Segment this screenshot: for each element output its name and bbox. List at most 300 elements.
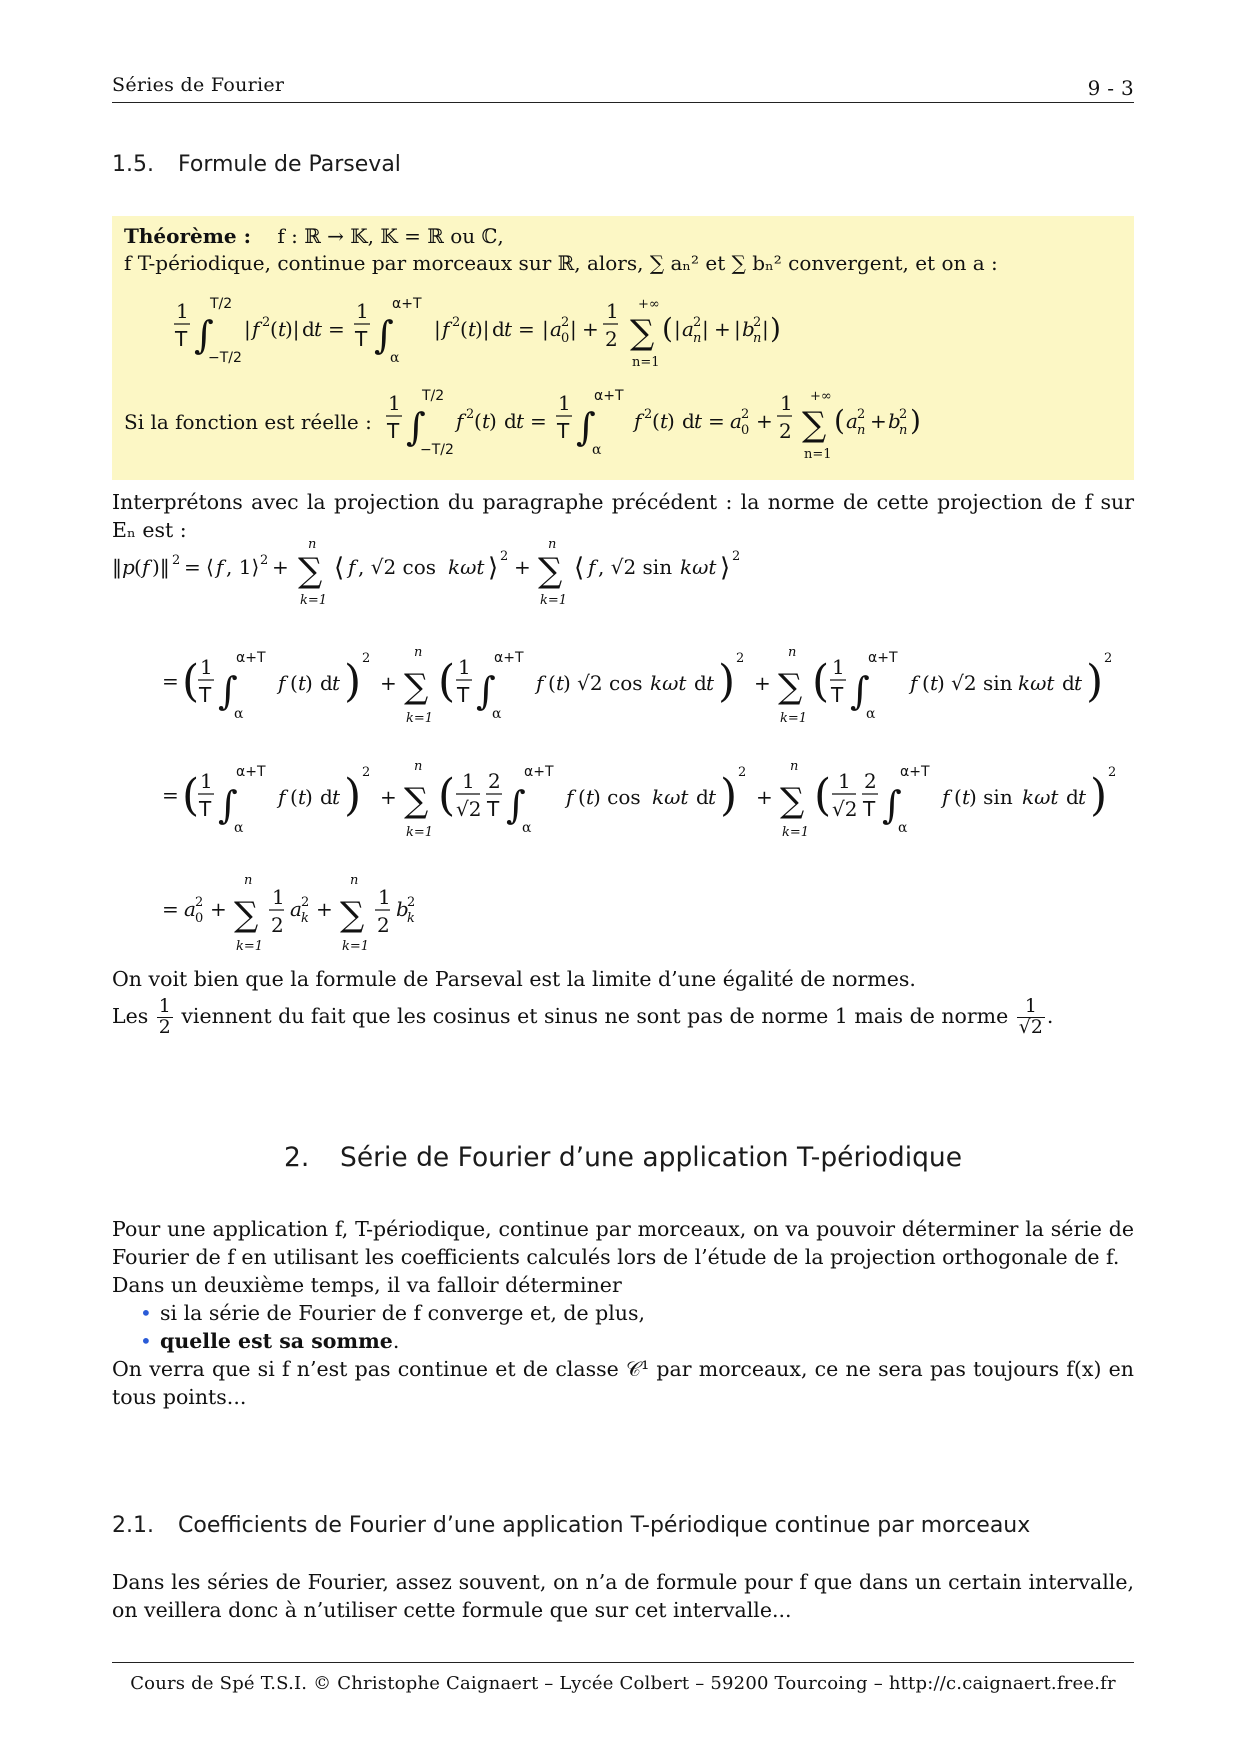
norm-expansion-formula-1 (162, 642, 1132, 732)
svg-text:=: = (184, 555, 201, 579)
svg-text:∫: ∫ (576, 405, 596, 449)
svg-text:2: 2 (466, 407, 475, 422)
svg-text:2: 2 (377, 913, 390, 937)
svg-text:+: + (756, 409, 773, 433)
svg-text:∫: ∫ (194, 313, 214, 357)
svg-text:) cos: ) cos (593, 785, 641, 809)
section-number: 2.1. (112, 1513, 154, 1538)
svg-text:∑: ∑ (340, 895, 365, 935)
svg-text:2: 2 (561, 315, 570, 330)
svg-text:(: ( (460, 317, 468, 341)
svg-text:) √2 sin: ) √2 sin (937, 671, 1013, 695)
svg-text:α: α (898, 820, 908, 836)
svg-text:+: + (210, 897, 227, 921)
svg-text:T: T (863, 797, 876, 821)
svg-text:+∞: +∞ (638, 297, 660, 312)
svg-text:t: t (298, 785, 307, 809)
svg-text:f: f (536, 671, 544, 695)
svg-text:)|: )| (285, 317, 300, 341)
svg-text:2: 2 (407, 895, 416, 910)
svg-text:k=1: k=1 (406, 825, 434, 840)
svg-text:1: 1 (378, 885, 391, 909)
svg-text:α+T: α+T (524, 764, 554, 780)
svg-text:∫: ∫ (218, 783, 238, 827)
section-title: Formule de Parseval (178, 152, 401, 177)
svg-text:b: b (742, 317, 755, 341)
svg-text:d: d (696, 785, 709, 809)
svg-text:t: t (586, 785, 595, 809)
theorem-label: Théorème : (124, 224, 251, 248)
svg-text:2: 2 (693, 315, 702, 330)
svg-text:f: f (442, 317, 450, 341)
svg-text:1: 1 (272, 885, 285, 909)
section-2-1-body: Dans les séries de Fourier, assez souvent, on n’a de formule pour f que dans un certain intervalle, on veillera donc à n’utiliser cette formule que sur cet intervalle... (112, 1570, 1134, 1622)
svg-text:t: t (1074, 671, 1083, 695)
svg-text:(: ( (652, 409, 660, 433)
svg-text:(: ( (474, 409, 482, 433)
svg-text:(: ( (182, 770, 200, 821)
svg-text:1: 1 (838, 769, 851, 793)
svg-text:): ) (910, 404, 921, 437)
svg-text:t: t (660, 409, 669, 433)
section-title: Série de Fourier d’une application T-périodique (340, 1142, 963, 1173)
svg-text:k=1: k=1 (342, 939, 370, 954)
svg-text:2: 2 (260, 553, 269, 568)
parseval-real-formula (384, 380, 944, 464)
svg-text:2: 2 (301, 895, 310, 910)
svg-text:T: T (175, 327, 188, 351)
svg-text:α+T: α+T (236, 764, 266, 780)
svg-text:, 1⟩: , 1⟩ (226, 555, 260, 579)
svg-text:n: n (693, 331, 702, 346)
svg-text:k: k (301, 911, 309, 926)
fraction-one-half (157, 997, 173, 1038)
svg-text:T: T (557, 419, 570, 443)
section-number: 1.5. (112, 152, 154, 177)
svg-text:kωt: kωt (652, 785, 689, 809)
svg-text:2: 2 (779, 419, 792, 443)
norm-result-formula (162, 872, 462, 956)
svg-text:t: t (482, 409, 491, 433)
svg-text:a: a (730, 409, 742, 433)
svg-text:(: ( (954, 785, 962, 809)
norm-result-line (162, 872, 462, 956)
bullet-text-end: . (392, 1329, 400, 1353)
svg-text:2: 2 (899, 407, 908, 422)
svg-text:f: f (566, 785, 574, 809)
svg-text:n: n (899, 423, 908, 438)
svg-text:k=1: k=1 (236, 939, 264, 954)
conclusion-text-start: Les (112, 1003, 149, 1028)
svg-text:+: + (582, 317, 599, 341)
bullet-dot-icon: • (140, 1301, 152, 1325)
svg-text:|: | (542, 317, 549, 341)
svg-text:⟨: ⟨ (334, 553, 345, 583)
svg-text:α: α (866, 706, 876, 722)
svg-text:T: T (487, 797, 500, 821)
fraction-numerator: 1 (158, 995, 171, 1017)
svg-text:α+T: α+T (392, 296, 422, 312)
svg-text:2: 2 (488, 769, 501, 793)
svg-text:): ) (1090, 770, 1108, 821)
svg-text:n: n (548, 537, 557, 552)
svg-text:f: f (456, 409, 464, 433)
svg-text:t: t (278, 317, 287, 341)
svg-text:2: 2 (271, 913, 284, 937)
svg-text:f: f (942, 785, 950, 809)
projection-norm-formula (112, 534, 752, 614)
svg-text:T/2: T/2 (210, 296, 233, 312)
svg-text:n: n (244, 873, 253, 888)
svg-text:+∞: +∞ (810, 389, 832, 404)
svg-text:2: 2 (738, 765, 747, 780)
svg-text:t: t (694, 409, 703, 433)
svg-text:): ) (344, 656, 362, 707)
svg-text:1: 1 (200, 769, 213, 793)
conclusion-line-2 (112, 997, 1134, 1038)
svg-text:|: | (674, 317, 681, 341)
norm-expansion-line-2 (162, 756, 1132, 846)
svg-text:t: t (468, 317, 477, 341)
svg-text:f: f (252, 317, 260, 341)
theorem-line-2: f T-périodique, continue par morceaux sur ℝ, alors, ∑ aₙ² et ∑ bₙ² convergent, et on a : (124, 251, 998, 275)
svg-text:kωt: kωt (1022, 785, 1059, 809)
svg-text:0: 0 (741, 423, 750, 438)
svg-text:+: + (514, 555, 531, 579)
svg-text:d: d (504, 409, 517, 433)
svg-text:kωt: kωt (680, 555, 717, 579)
svg-text:n: n (788, 645, 797, 660)
svg-text:α+T: α+T (900, 764, 930, 780)
svg-text:−T/2: −T/2 (208, 350, 242, 366)
svg-text:t: t (708, 785, 717, 809)
bullet-text-bold: quelle est sa somme (160, 1329, 393, 1353)
svg-text:1: 1 (200, 655, 213, 679)
conclusion-line-1: On voit bien que la formule de Parseval est la limite d’une égalité de normes. (112, 967, 916, 991)
svg-text:T/2: T/2 (422, 388, 445, 404)
frac-num: 1 (176, 299, 189, 323)
svg-text:‖: ‖ (112, 555, 122, 579)
svg-text:2: 2 (605, 327, 618, 351)
svg-text:): ) (720, 770, 738, 821)
svg-text:T: T (355, 327, 368, 351)
svg-text:d: d (492, 317, 505, 341)
svg-text:T: T (199, 797, 212, 821)
svg-text:α: α (592, 442, 602, 458)
conclusion-paragraph (112, 965, 1134, 1038)
svg-text:n: n (857, 423, 866, 438)
list-item (140, 1327, 1134, 1355)
svg-text:T: T (457, 683, 470, 707)
svg-text:): ) (344, 770, 362, 821)
svg-text:): ) (305, 785, 313, 809)
svg-text:α: α (522, 820, 532, 836)
svg-text:1: 1 (832, 655, 845, 679)
svg-text:∑: ∑ (780, 781, 805, 821)
svg-text:t: t (706, 671, 715, 695)
page-header (112, 72, 1134, 103)
svg-text:=: = (162, 669, 179, 693)
svg-text:f: f (142, 555, 150, 579)
parseval-equation-complex (172, 288, 932, 372)
svg-text:t: t (332, 785, 341, 809)
svg-text:d: d (320, 785, 333, 809)
svg-text:∑: ∑ (802, 405, 827, 445)
svg-text:k=1: k=1 (406, 711, 434, 726)
svg-text:(: ( (182, 656, 200, 707)
svg-text:+: + (272, 555, 289, 579)
svg-text:∑: ∑ (630, 313, 655, 353)
svg-text:d: d (694, 671, 707, 695)
svg-text:): ) (770, 312, 781, 345)
svg-text:−T/2: −T/2 (420, 442, 454, 458)
svg-text:2: 2 (362, 651, 371, 666)
svg-text:n=1: n=1 (804, 447, 832, 462)
real-case-intro: Si la fonction est réelle : (124, 410, 372, 434)
svg-text:|: | (702, 317, 709, 341)
svg-text:+: + (870, 409, 887, 433)
svg-text:+: + (380, 785, 397, 809)
svg-text:0: 0 (195, 911, 204, 926)
svg-text:a: a (846, 409, 858, 433)
page-number: 9 - 3 (1087, 76, 1134, 100)
svg-text:(: ( (290, 671, 298, 695)
svg-text:∫: ∫ (374, 313, 394, 357)
svg-text:a: a (290, 897, 302, 921)
svg-text:(: ( (548, 671, 556, 695)
svg-text:) √2 cos: ) √2 cos (563, 671, 643, 695)
svg-text:kωt: kωt (448, 555, 485, 579)
svg-text:t: t (314, 317, 323, 341)
bullet-text: si la série de Fourier de f converge et, de plus, (160, 1301, 646, 1325)
svg-text:n: n (414, 645, 423, 660)
svg-text:f: f (216, 555, 224, 579)
page-footer (112, 1662, 1134, 1694)
header-title: Séries de Fourier (112, 74, 285, 96)
svg-text:∑: ∑ (538, 551, 563, 591)
section-2-body (112, 1215, 1134, 1411)
svg-text:1: 1 (462, 769, 475, 793)
svg-text:+: + (756, 785, 773, 809)
svg-text:k=1: k=1 (300, 593, 328, 608)
svg-text:2: 2 (736, 651, 745, 666)
svg-text:n: n (308, 537, 317, 552)
svg-text:α: α (492, 706, 502, 722)
svg-text:d: d (1062, 671, 1075, 695)
svg-text:(: ( (290, 785, 298, 809)
svg-text:kωt: kωt (650, 671, 687, 695)
svg-text:2: 2 (262, 315, 271, 330)
svg-text:f: f (278, 671, 286, 695)
svg-text:2: 2 (741, 407, 750, 422)
svg-text:b: b (396, 897, 409, 921)
bullet-dot-icon: • (140, 1329, 152, 1353)
svg-text:, √2 cos: , √2 cos (358, 555, 437, 579)
svg-text:1: 1 (458, 655, 471, 679)
svg-text:1: 1 (558, 391, 571, 415)
svg-text:∑: ∑ (778, 667, 803, 707)
svg-text:k=1: k=1 (540, 593, 568, 608)
svg-text:)‖: )‖ (152, 555, 170, 579)
svg-text:=: = (518, 317, 535, 341)
section-heading-2 (284, 1142, 962, 1173)
svg-text:d: d (320, 671, 333, 695)
svg-text:√2: √2 (456, 797, 482, 821)
svg-text:(: ( (438, 770, 456, 821)
svg-text:k=1: k=1 (782, 825, 810, 840)
svg-text:T: T (199, 683, 212, 707)
svg-text:+: + (714, 317, 731, 341)
svg-text:n: n (790, 759, 799, 774)
svg-text:∫: ∫ (218, 669, 238, 713)
svg-text:(: ( (812, 656, 830, 707)
svg-text:t: t (516, 409, 525, 433)
svg-text:|: | (734, 317, 741, 341)
svg-text:a: a (184, 897, 196, 921)
svg-text:1: 1 (356, 299, 369, 323)
svg-text:d: d (682, 409, 695, 433)
norm-expansion-formula-2 (162, 756, 1132, 846)
svg-text:α: α (234, 820, 244, 836)
section-title: Coefficients de Fourier d’une application T-périodique continue par morceaux (178, 1513, 1031, 1538)
svg-text:∫: ∫ (850, 669, 870, 713)
svg-text:α+T: α+T (494, 650, 524, 666)
svg-text:t: t (962, 785, 971, 809)
svg-text:∑: ∑ (298, 551, 323, 591)
section-heading-2-1 (112, 1513, 1030, 1538)
svg-text:2: 2 (500, 549, 509, 564)
svg-text:⟨: ⟨ (574, 553, 585, 583)
svg-text:a: a (682, 317, 694, 341)
svg-text:+: + (316, 897, 333, 921)
section-2-bullet-list (112, 1299, 1134, 1355)
svg-text:2: 2 (1104, 651, 1113, 666)
svg-text:p: p (122, 555, 135, 579)
svg-text:|: | (244, 317, 251, 341)
svg-text:⟩: ⟩ (720, 553, 731, 583)
svg-text:∫: ∫ (882, 783, 902, 827)
svg-text:n: n (414, 759, 423, 774)
svg-text:t: t (1078, 785, 1087, 809)
svg-text:t: t (332, 671, 341, 695)
fraction-denominator: 2 (158, 1015, 171, 1038)
list-item (140, 1299, 1134, 1327)
document-page (112, 0, 1134, 1754)
svg-text:2: 2 (362, 765, 371, 780)
svg-text:=: = (328, 317, 345, 341)
svg-text:α: α (390, 350, 400, 366)
svg-text:α: α (234, 706, 244, 722)
svg-text:n: n (350, 873, 359, 888)
footer-text: Cours de Spé T.S.I. © Christophe Caignaert – Lycée Colbert – 59200 Tourcoing – http://c.caignaert.free.fr (130, 1673, 1116, 1694)
svg-text:T: T (831, 683, 844, 707)
section-2-paragraph-2: Dans un deuxième temps, il va falloir déterminer (112, 1273, 622, 1297)
section-2-paragraph-1: Pour une application f, T-périodique, continue par morceaux, on va pouvoir déterminer la série de Fourier de f en utilisant les coefficients calculés lors de l’étude de la projection orthogonale de f. (112, 1217, 1134, 1269)
svg-text:b: b (888, 409, 901, 433)
svg-text:k: k (407, 911, 415, 926)
fraction-one-over-sqrt2 (1017, 997, 1045, 1038)
projection-norm-equation (112, 534, 752, 614)
svg-text:(: ( (270, 317, 278, 341)
svg-text:) sin: ) sin (969, 785, 1013, 809)
fraction-numerator: 1 (1017, 997, 1045, 1018)
svg-text:f: f (278, 785, 286, 809)
norm-expansion-line-1 (162, 642, 1132, 732)
svg-text:): ) (489, 409, 497, 433)
svg-text:kωt: kωt (1018, 671, 1055, 695)
svg-text:1: 1 (780, 391, 793, 415)
svg-text:, √2 sin: , √2 sin (598, 555, 673, 579)
svg-text:f: f (588, 555, 596, 579)
svg-text:): ) (1086, 656, 1104, 707)
svg-text:⟩: ⟩ (488, 553, 499, 583)
svg-text:2: 2 (452, 315, 461, 330)
svg-text:n: n (753, 331, 762, 346)
theorem-box (112, 216, 1134, 480)
svg-text:2: 2 (732, 549, 741, 564)
svg-text:∑: ∑ (404, 781, 429, 821)
svg-text:(: ( (578, 785, 586, 809)
svg-text:t: t (298, 671, 307, 695)
svg-text:f: f (348, 555, 356, 579)
conclusion-text-end: . (1046, 1003, 1054, 1028)
svg-text:∑: ∑ (234, 895, 259, 935)
svg-text:+: + (754, 671, 771, 695)
svg-text:(: ( (134, 555, 142, 579)
parseval-complex-formula (172, 288, 932, 372)
svg-text:): ) (305, 671, 313, 695)
svg-text:t: t (556, 671, 565, 695)
svg-text:=: = (162, 897, 179, 921)
svg-text:α+T: α+T (868, 650, 898, 666)
svg-text:): ) (718, 656, 736, 707)
svg-text:∫: ∫ (406, 405, 426, 449)
svg-text:α+T: α+T (594, 388, 624, 404)
svg-text:α+T: α+T (236, 650, 266, 666)
svg-text:|: | (570, 317, 577, 341)
svg-text:|: | (434, 317, 441, 341)
svg-text:=: = (530, 409, 547, 433)
svg-text:=: = (708, 409, 725, 433)
svg-text:|: | (762, 317, 769, 341)
svg-text:T: T (387, 419, 400, 443)
svg-text:2: 2 (172, 553, 181, 568)
svg-text:d: d (1066, 785, 1079, 809)
svg-text:2: 2 (644, 407, 653, 422)
svg-text:+: + (380, 671, 397, 695)
theorem-line-1 (124, 224, 504, 248)
svg-text:=: = (162, 783, 179, 807)
svg-text:): ) (667, 409, 675, 433)
svg-text:k=1: k=1 (780, 711, 808, 726)
conclusion-text-middle: viennent du fait que les cosinus et sinus ne sont pas de norme 1 mais de norme (181, 1003, 1009, 1028)
svg-text:∑: ∑ (404, 667, 429, 707)
theorem-hypothesis-1: f : ℝ → 𝕂, 𝕂 = ℝ ou ℂ, (277, 224, 504, 248)
interpretation-paragraph: Interprétons avec la projection du paragraphe précédent : la norme de cette projection de f sur Eₙ est : (112, 490, 1134, 542)
svg-text:d: d (302, 317, 315, 341)
svg-text:2: 2 (753, 315, 762, 330)
svg-text:(: ( (814, 770, 832, 821)
svg-text:a: a (550, 317, 562, 341)
svg-text:(: ( (662, 312, 673, 345)
svg-text:⟨: ⟨ (206, 555, 214, 579)
section-2-paragraph-3: On verra que si f n’est pas continue et de classe 𝒞¹ par morceaux, ce ne sera pas toujours f(x) en tous points... (112, 1357, 1134, 1409)
svg-text:)|: )| (475, 317, 490, 341)
fraction-denominator: √2 (1018, 1015, 1043, 1038)
svg-text:0: 0 (561, 331, 570, 346)
svg-text:∫: ∫ (476, 669, 496, 713)
section-number: 2. (284, 1142, 310, 1173)
